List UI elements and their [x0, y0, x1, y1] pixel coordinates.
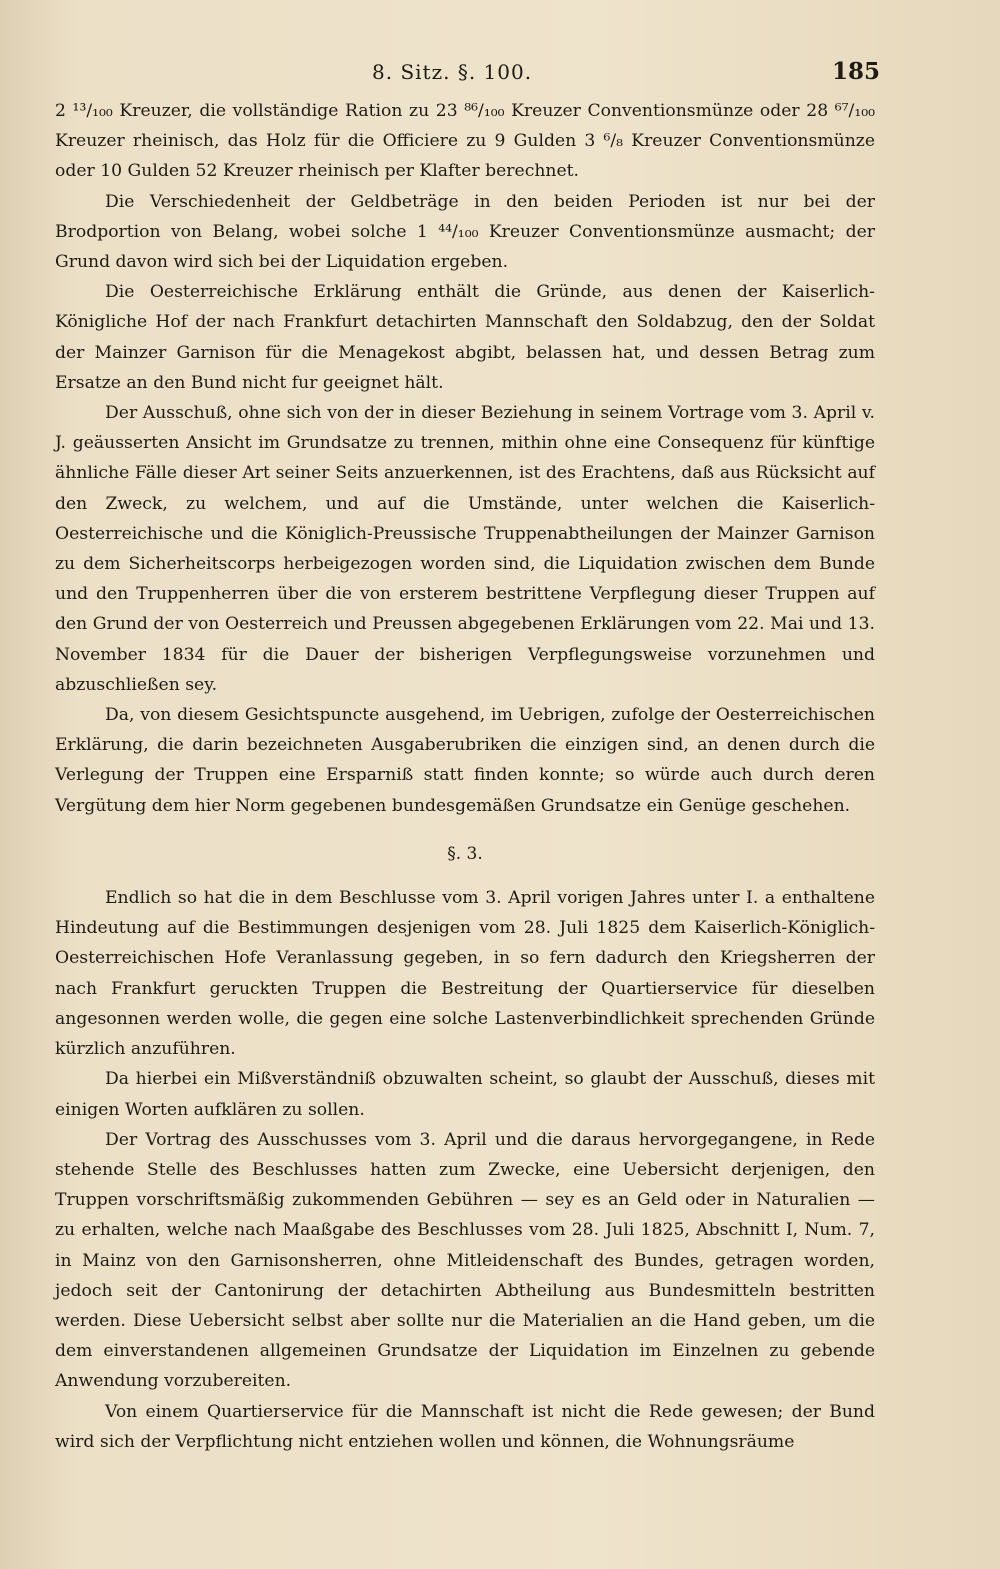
paragraph-9: Von einem Quartierservice für die Mannschaft ist nicht die Rede gewesen; der Bund wird sich der Verpflichtung nicht entziehen wollen und können, die Wohnungsräume	[55, 1401, 875, 1452]
running-head: 8. Sitz. §. 100.	[372, 60, 533, 84]
paragraph-4: Der Ausschuß, ohne sich von der in dieser Beziehung in seinem Vortrage vom 3. April v. J. geäusserten Ansicht im Grundsatze zu trennen, mithin ohne eine Consequenz für künftige ähnliche Fälle dieser Art seiner Seits anzuerkennen, ist des Erachtens, daß aus Rücksicht auf den Zweck, zu welchem, und auf die Umstände, unter welchen die Kaiserlich-Oesterreichische und die Königlich-Preussische Truppenabtheilungen der Mainzer Garnison zu dem Sicherheitscorps herbeigezogen worden sind, die Liquidation zwischen dem Bunde und den Truppenherren über die von ersterem bestrittene Verpflegung dieser Truppen auf den Grund der von Oesterreich und Preussen abgegebenen Erklärungen vom 22. Mai und 13. November 1834 für die Dauer der bisherigen Verpflegungsweise vorzunehmen und abzuschließen sey.	[55, 403, 875, 695]
paragraph-6: Endlich so hat die in dem Beschlusse vom 3. April vorigen Jahres unter I. a enthaltene Hindeutung auf die Bestimmungen desjenigen vom 28. Juli 1825 dem Kaiserlich-Königlich-Oesterreichischen Hofe Veranlassung gegeben, in so fern dadurch den Kriegsherren der nach Frankfurt geruckten Truppen die Bestreitung der Quartierservice für dieselben angesonnen werden wolle, die gegen eine solche Lastenverbindlichkeit sprechenden Gründe kürzlich anzuführen.	[55, 888, 875, 1060]
paragraph-1: 2 ¹³/₁₀₀ Kreuzer, die vollständige Ration zu 23 ⁸⁶/₁₀₀ Kreuzer Conventionsmünze oder 28 ⁶⁷/₁₀₀ Kreuzer rheinisch, das Holz für die Officiere zu 9 Gulden 3 ⁶/₈ Kreuzer Conventionsmünze oder 10 Gulden 52 Kreuzer rheinisch per Klafter berechnet.	[55, 101, 875, 182]
section-heading: §. 3.	[447, 843, 483, 864]
page-header	[0, 58, 1000, 94]
paragraph-7: Da hierbei ein Mißverständniß obzuwalten scheint, so glaubt der Ausschuß, dieses mit einigen Worten aufklären zu sollen.	[55, 1069, 875, 1120]
page-number: 185	[832, 58, 881, 85]
body-text	[55, 96, 875, 1457]
paragraph-3: Die Oesterreichische Erklärung enthält die Gründe, aus denen der Kaiserlich-Königliche Hof der nach Frankfurt detachirten Mannschaft den Soldabzug, den der Soldat der Mainzer Garnison für die Menagekost abgibt, belassen hat, und dessen Betrag zum Ersatze an den Bund nicht fur geeignet hält.	[55, 282, 875, 393]
paragraph-2: Die Verschiedenheit der Geldbeträge in den beiden Perioden ist nur bei der Brodportion von Belang, wobei solche 1 ⁴⁴/₁₀₀ Kreuzer Conventionsmünze ausmacht; der Grund davon wird sich bei der Liquidation ergeben.	[55, 191, 875, 273]
paragraph-8: Der Vortrag des Ausschusses vom 3. April und die daraus hervorgegangene, in Rede stehende Stelle des Beschlusses hatten zum Zwecke, eine Uebersicht derjenigen, den Truppen vorschriftsmäßig zukommenden Gebühren — sey es an Geld oder in Naturalien — zu erhalten, welche nach Maaßgabe des Beschlusses vom 28. Juli 1825, Abschnitt I, Num. 7, in Mainz von den Garnisonsherren, ohne Mitleidenschaft des Bundes, getragen worden, jedoch seit der Cantonirung der detachirten Abtheilung aus Bundesmitteln bestritten werden. Diese Uebersicht selbst aber sollte nur die Materialien an die Hand geben, um die dem einverstandenen allgemeinen Grundsatze der Liquidation im Einzelnen zu gebende Anwendung vorzubereiten.	[55, 1129, 875, 1392]
paragraph-5: Da, von diesem Gesichtspuncte ausgehend, im Uebrigen, zufolge der Oesterreichischen Erklärung, die darin bezeichneten Ausgaberubriken die einzigen sind, an denen durch die Verlegung der Truppen eine Ersparniß statt finden konnte; so würde auch durch deren Vergütung dem hier Norm gegebenen bundesgemäßen Grundsatze ein Genüge geschehen.	[55, 705, 875, 816]
